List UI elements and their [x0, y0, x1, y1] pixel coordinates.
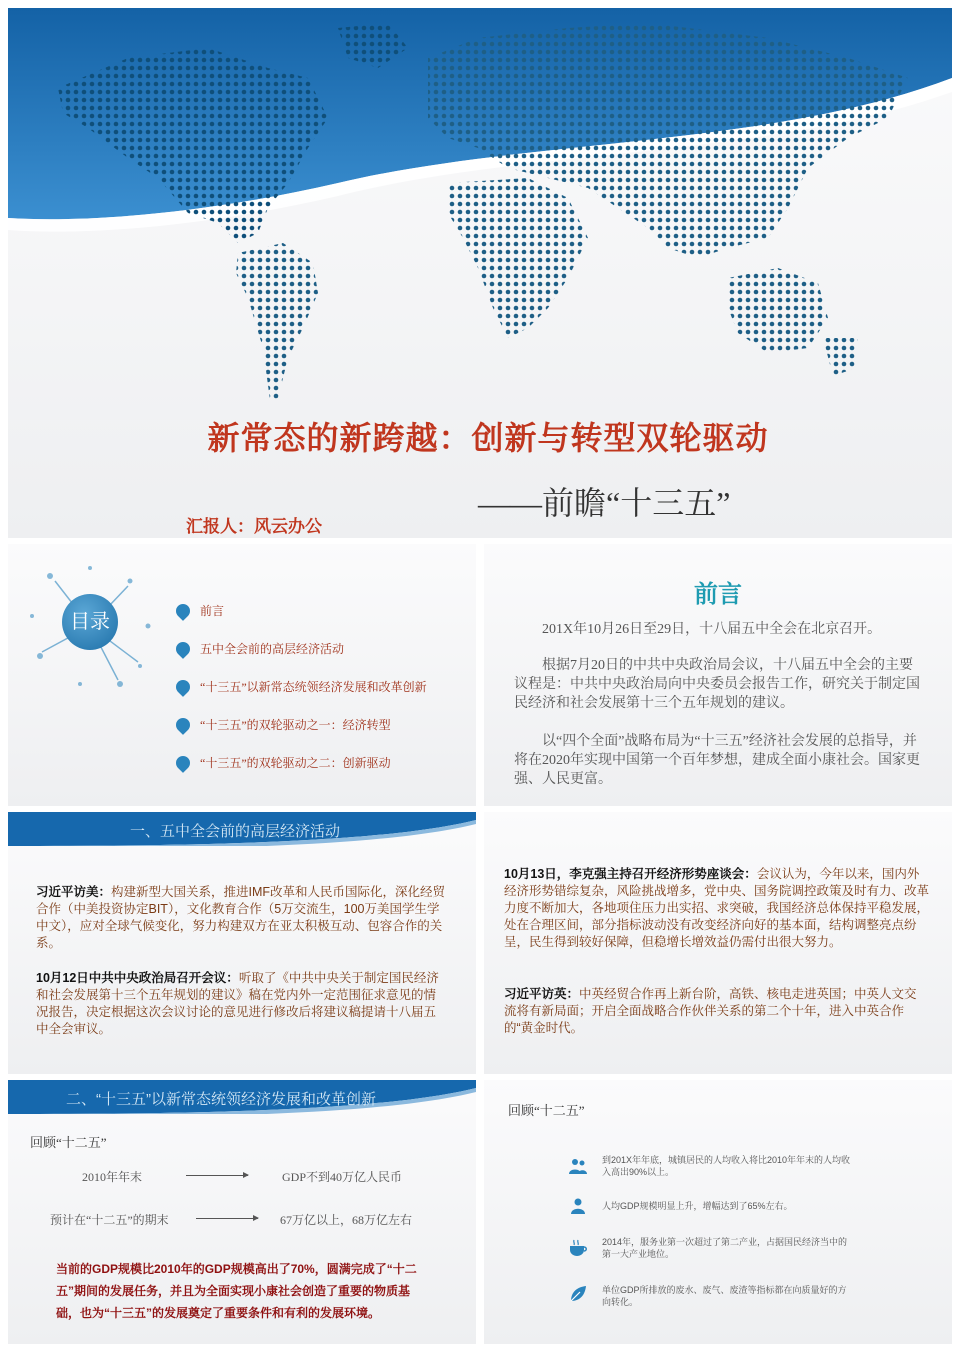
preface-slide	[484, 544, 952, 806]
section2b-heading: 回顾“十二五”	[508, 1103, 585, 1118]
preface-title: 前言	[694, 581, 742, 608]
bullet-drop-icon	[173, 639, 193, 659]
toc-item-section1[interactable]: 五中全会前的高层经济活动	[176, 640, 344, 657]
arrow-right-icon	[196, 1218, 258, 1219]
cover-subtitle: ——前瞻“十三五”	[478, 485, 731, 521]
toc-slide	[8, 544, 476, 806]
person-icon	[568, 1196, 588, 1216]
section1-slide	[8, 812, 476, 1074]
arrow-right-icon	[186, 1175, 248, 1176]
bullet-drop-icon	[173, 715, 193, 735]
section2-band-label: 二、“十三五”以新常态统领经济发展和改革创新	[66, 1091, 376, 1108]
section1-paragraph-2: 10月12日中共中央政治局召开会议：听取了《中共中央关于制定国民经济和社会发展第十三个五年规划的建议》稿在党内外一定范围征求意见的情况报告，决定根据这次会议讨论的意见进行修改后将建议稿提请十八届五中全会审议。	[36, 971, 439, 1036]
cover-slide	[8, 8, 952, 538]
toc-item-preface[interactable]: 前言	[176, 602, 224, 619]
section1b-slide	[484, 812, 952, 1074]
section-band	[8, 1080, 476, 1114]
cover-reporter: 汇报人：风云办公	[186, 517, 322, 536]
row2-left: 预计在“十二五”的期末	[50, 1213, 169, 1227]
bullet-drop-icon	[173, 601, 193, 621]
leaf-icon	[568, 1284, 588, 1304]
preface-paragraph-2: 根据7月20日的中共中央政治局会议，十八届五中全会的主要议程是：中共中央政治局向中央委员会报告工作，研究关于制定国民经济和社会发展第十三个五年规划的建议。	[514, 658, 920, 711]
row1-left: 2010年年末	[82, 1170, 143, 1184]
bullet-drop-icon	[173, 677, 193, 697]
section2b-slide	[484, 1080, 952, 1344]
review-item-1: 到201X年年底，城镇居民的人均收入将比2010年年末的人均收入高出90%以上。	[602, 1155, 851, 1177]
coffee-cup-icon	[568, 1238, 588, 1258]
section1-paragraph-1: 习近平访美：构建新型大国关系，推进IMF改革和人民币国际化，深化经贸合作（中美投资协定BIT），文化教育合作（5万交流生，100万美国学生学中文），应对全球气候变化，努力构建双方在亚太积极互动、包容合作的关系。	[36, 885, 446, 950]
section2-slide	[8, 1080, 476, 1344]
toc-item-section3[interactable]: “十三五”的双轮驱动之一：经济转型	[176, 716, 391, 733]
row2-right: 67万亿以上，68万亿左右	[280, 1213, 413, 1227]
section1b-paragraph-2: 习近平访英：中英经贸合作再上新台阶，高铁、核电走进英国；中英人文交流将有新局面；开启全面战略合作伙伴关系的第二个十年，进入中英合作的“黄金时代。	[504, 987, 917, 1035]
toc-item-section2[interactable]: “十三五”以新常态统领经济发展和改革创新	[176, 678, 427, 695]
world-map-graphic	[8, 8, 952, 408]
review-item-2: 人均GDP规模明显上升，增幅达到了65%左右。	[602, 1201, 793, 1211]
preface-paragraph-1: 201X年10月26日至29日，十八届五中全会在北京召开。	[542, 622, 882, 637]
row1-right: GDP不到40万亿人民币	[282, 1170, 403, 1184]
section1b-paragraph-1: 10月13日，李克强主持召开经济形势座谈会：会议认为，今年以来，国内外经济形势错综复杂，风险挑战增多，党中央、国务院调控政策及时有力、改革力度不断加大，各地项住压力出实招、求突破，我国经济总体保持平稳发展，处在合理区间，部分指标波动没有改变经济向好的基本面，结构调整亮点纷呈，民生得到较好保障，但稳增长增效益仍需付出很大努力。	[504, 867, 930, 949]
people-icon	[568, 1156, 588, 1176]
section1-band-label: 一、五中全会前的高层经济活动	[130, 823, 341, 840]
section-band	[8, 812, 476, 846]
cover-title: 新常态的新跨越：创新与转型双轮驱动	[207, 420, 769, 456]
section2-heading: 回顾“十二五”	[30, 1135, 107, 1150]
toc-item-section4[interactable]: “十三五”的双轮驱动之二：创新驱动	[176, 754, 391, 771]
section2-conclusion: 当前的GDP规模比2010年的GDP规模高出了70%，圆满完成了“十二五”期间的发展任务，并且为全面实现小康社会创造了重要的物质基础，也为“十三五”的发展奠定了重要条件和有利的发展环境。	[56, 1262, 417, 1320]
toc-label: 目录	[62, 594, 118, 650]
preface-paragraph-3: 以“四个全面”战略布局为“十三五”经济社会发展的总指导，并将在2020年实现中国第一个百年梦想，建成全面小康社会。国家更强、人民更富。	[514, 734, 920, 787]
bullet-drop-icon	[173, 753, 193, 773]
review-item-3: 2014年，服务业第一次超过了第二产业，占据国民经济当中的第一大产业地位。	[602, 1237, 848, 1259]
review-item-4: 单位GDP所排放的废水、废气、废渣等指标都在向质量好的方向转化。	[602, 1285, 847, 1307]
